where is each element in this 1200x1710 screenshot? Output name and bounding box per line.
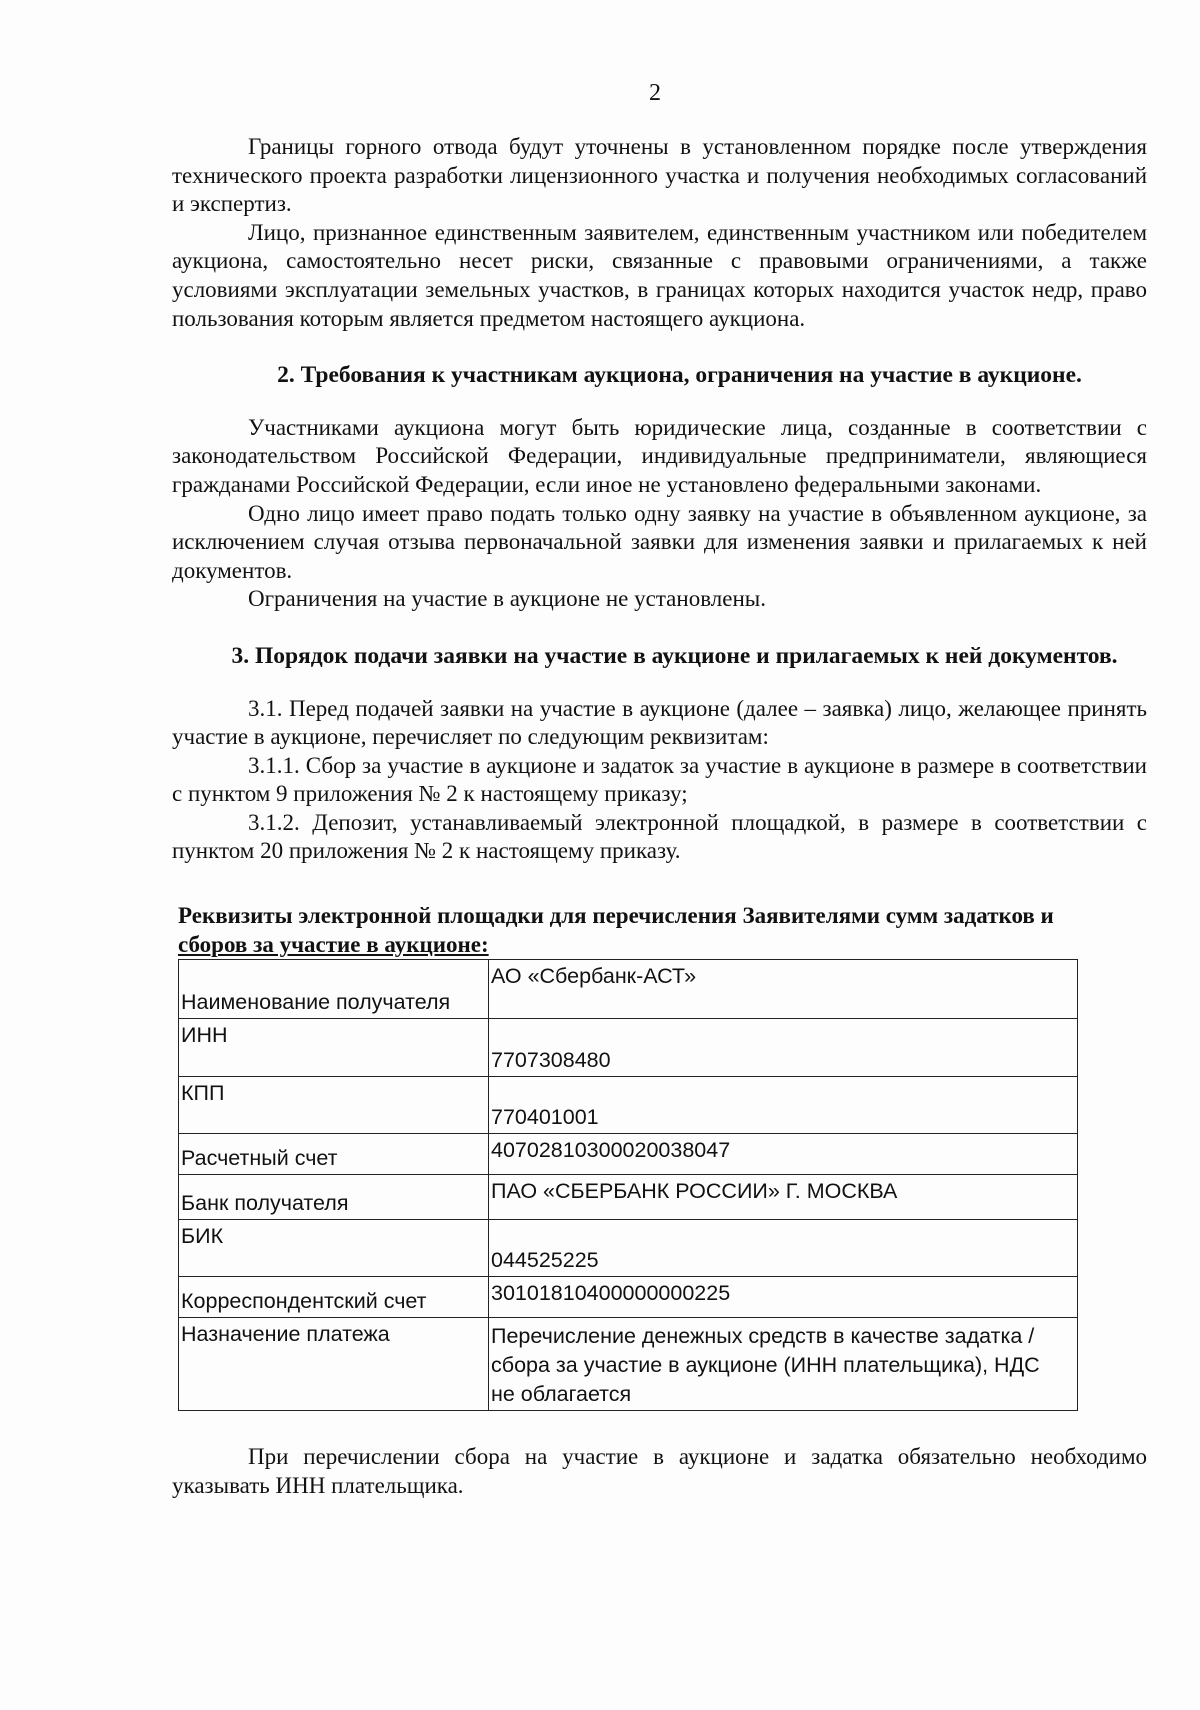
paragraph-risks: Лицо, признанное единственным заявителем, единственным участником или победителем аукциона, самостоятельно несет риски, связанные с правовыми ограничениями, а также условиями эксплуатации земельных участков, в границах которых находится участок недр, право пользования которым является предметом настоящего аукциона.: [172, 219, 1147, 331]
row-value-inn: 7707308480: [489, 1019, 1078, 1077]
section-3-heading: 3. Порядок подачи заявки на участие в аукционе и прилагаемых к ней документов.: [231, 642, 1118, 669]
paragraph-3-1: 3.1. Перед подачей заявки на участие в аукционе (далее – заявка) лицо, желающее принять участие в аукционе, перечисляет по следующим реквизитам:: [172, 695, 1147, 750]
payment-purpose-line-3: не облагается: [491, 1381, 632, 1406]
paragraph-one-application: Одно лицо имеет право подать только одну заявку на участие в объявленном аукционе, за исключением случая отзыва первоначальной заявки для изменения заявки и прилагаемых к ней документов.: [172, 500, 1147, 583]
row-label-corr-account: Корреспондентский счет: [179, 1277, 489, 1318]
payment-purpose-line-1: Перечисление денежных средств в качестве задатка /: [491, 1324, 1035, 1349]
row-value-bik: 044525225: [489, 1220, 1078, 1277]
row-value-corr-account: 30101810400000000225: [489, 1277, 1078, 1318]
table-row: [179, 1019, 1078, 1077]
row-label-bank: Банк получателя: [179, 1175, 489, 1220]
row-label-kpp: КПП: [179, 1077, 489, 1134]
row-label-recipient: Наименование получателя: [179, 960, 489, 1019]
table-row: [179, 1175, 1078, 1220]
table-row: [179, 1220, 1078, 1277]
paragraph-participants: Участниками аукциона могут быть юридические лица, созданные в соответствии с законодательством Российской Федерации, индивидуальные предприниматели, являющиеся гражданами Российской Федерации, если иное не установлено федеральными законами.: [172, 414, 1147, 497]
requisites-title-line-1: Реквизиты электронной площадки для перечисления Заявителями сумм задатков и: [178, 903, 1054, 929]
row-label-account: Расчетный счет: [179, 1134, 489, 1175]
paragraph-mining-boundaries: Границы горного отвода будут уточнены в установленном порядке после утверждения технического проекта разработки лицензионного участка и получения необходимых согласований и экспертиз.: [172, 134, 1147, 217]
table-row: [179, 960, 1078, 1019]
row-value-payment-purpose: [489, 1318, 1078, 1411]
requisites-title-line-2: сборов за участие в аукционе:: [178, 931, 489, 957]
paragraph-3-1-1: 3.1.1. Сбор за участие в аукционе и задаток за участие в аукционе в размере в соответствии с пунктом 9 приложения № 2 к настоящему приказу;: [172, 752, 1147, 807]
row-value-bank: ПАО «СБЕРБАНК РОССИИ» Г. МОСКВА: [489, 1175, 1078, 1220]
page-number: 2: [649, 80, 661, 106]
row-value-account: 40702810300020038047: [489, 1134, 1078, 1175]
row-label-bik: БИК: [179, 1220, 489, 1277]
payment-purpose-line-2: сбора за участие в аукционе (ИНН плательщика), НДС: [491, 1353, 1040, 1378]
paragraph-3-1-2: 3.1.2. Депозит, устанавливаемый электронной площадкой, в размере в соответствии с пунктом 20 приложения № 2 к настоящему приказу.: [172, 809, 1147, 864]
table-row: [179, 1277, 1078, 1318]
row-value-recipient: АО «Сбербанк-АСТ»: [489, 960, 1078, 1019]
table-row: [179, 1077, 1078, 1134]
row-label-inn: ИНН: [179, 1019, 489, 1077]
paragraph-payer-inn: При перечислении сбора на участие в аукционе и задатка обязательно необходимо указывать ИНН плательщика.: [172, 1444, 1147, 1498]
paragraph-no-restrictions: Ограничения на участие в аукционе не установлены.: [248, 586, 766, 612]
table-row: [179, 1134, 1078, 1175]
row-value-kpp: 770401001: [489, 1077, 1078, 1134]
section-2-heading: 2. Требования к участникам аукциона, ограничения на участие в аукционе.: [277, 362, 1082, 389]
requisites-table-title: [178, 902, 1147, 959]
table-row: [179, 1318, 1078, 1411]
row-label-payment-purpose: Назначение платежа: [179, 1318, 489, 1411]
document-body: [172, 133, 1147, 1500]
requisites-table: [178, 959, 1078, 1411]
